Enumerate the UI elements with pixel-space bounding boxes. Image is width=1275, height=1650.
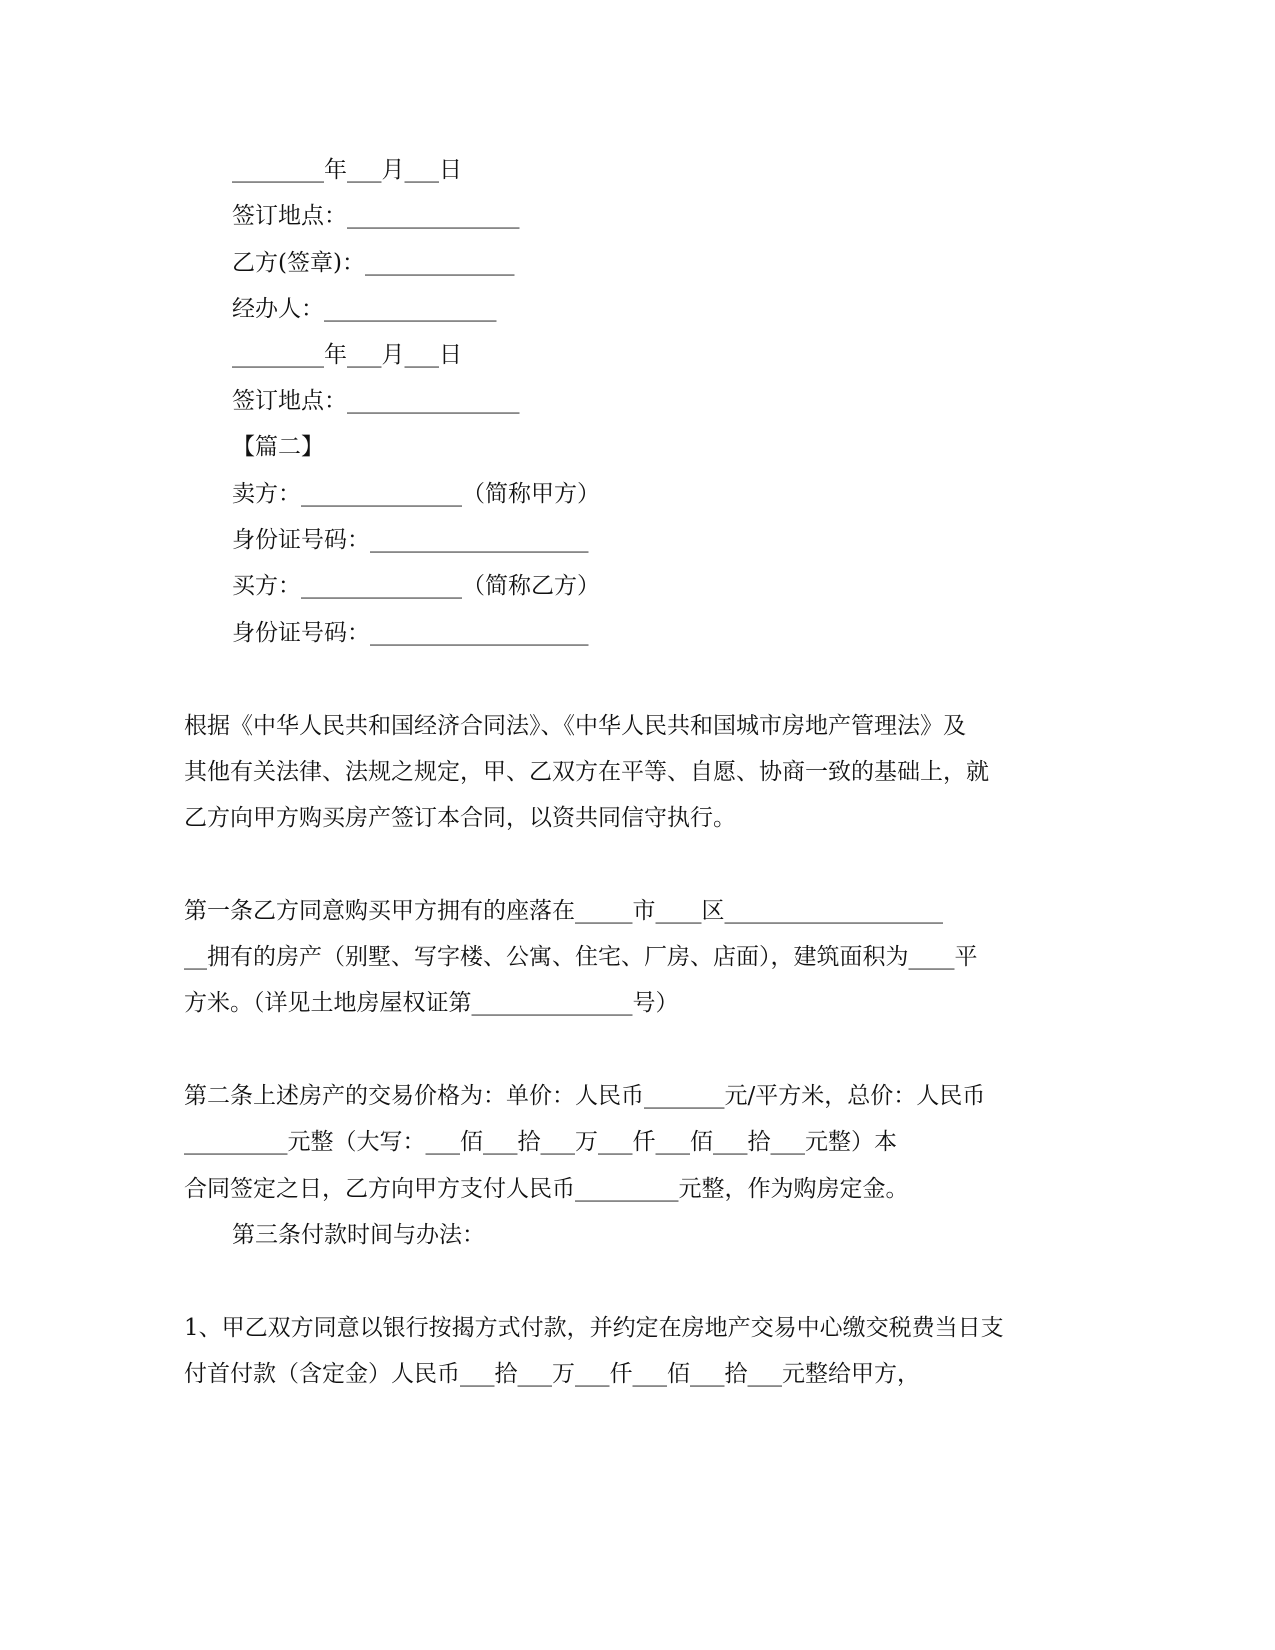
article3-item1-line-2: 付首付款（含定金）人民币___拾___万___仟___佰___拾___元整给甲方，: [184, 1361, 920, 1387]
article1-line-1: 第一条乙方同意购买甲方拥有的座落在_____市____区___________________: [184, 898, 943, 924]
date-line-2: ________年___月___日: [232, 342, 462, 368]
article2-line-1: 第二条上述房产的交易价格为：单价：人民币_______元/平方米，总价：人民币: [184, 1083, 986, 1109]
date-line-1: ________年___月___日: [232, 157, 462, 183]
section-heading: 【篇二】: [232, 434, 324, 460]
article3-item1-line-1: 1、甲乙双方同意以银行按揭方式付款，并约定在房地产交易中心缴交税费当日支: [184, 1315, 1004, 1341]
signing-location-line-2: 签订地点：_______________: [232, 388, 520, 414]
handler-line: 经办人：_______________: [232, 296, 497, 322]
preamble-line-1: 根据《中华人民共和国经济合同法》、《中华人民共和国城市房地产管理法》及: [184, 713, 966, 739]
seller-id-line: 身份证号码：___________________: [232, 527, 589, 553]
preamble-line-3: 乙方向甲方购买房产签订本合同，以资共同信守执行。: [184, 805, 736, 831]
signing-location-line-1: 签订地点：_______________: [232, 203, 520, 229]
buyer-line: 买方：______________（简称乙方）: [232, 573, 600, 599]
article1-line-3: 方米。（详见土地房屋权证第______________号）: [184, 990, 679, 1016]
article2-line-3: 合同签定之日，乙方向甲方支付人民币_________元整，作为购房定金。: [184, 1176, 909, 1202]
party-b-signature-line: 乙方(签章)：_____________: [232, 250, 515, 276]
article2-line-2: _________元整（大写：___佰___拾___万___仟___佰___拾___元整）本: [184, 1129, 897, 1155]
buyer-id-line: 身份证号码：___________________: [232, 620, 589, 646]
article1-line-2: __拥有的房产（别墅、写字楼、公寓、住宅、厂房、店面），建筑面积为____平: [184, 944, 978, 970]
preamble-line-2: 其他有关法律、法规之规定，甲、乙双方在平等、自愿、协商一致的基础上，就: [184, 759, 989, 785]
article3-title: 第三条付款时间与办法：: [232, 1222, 485, 1248]
seller-line: 卖方：______________（简称甲方）: [232, 481, 600, 507]
